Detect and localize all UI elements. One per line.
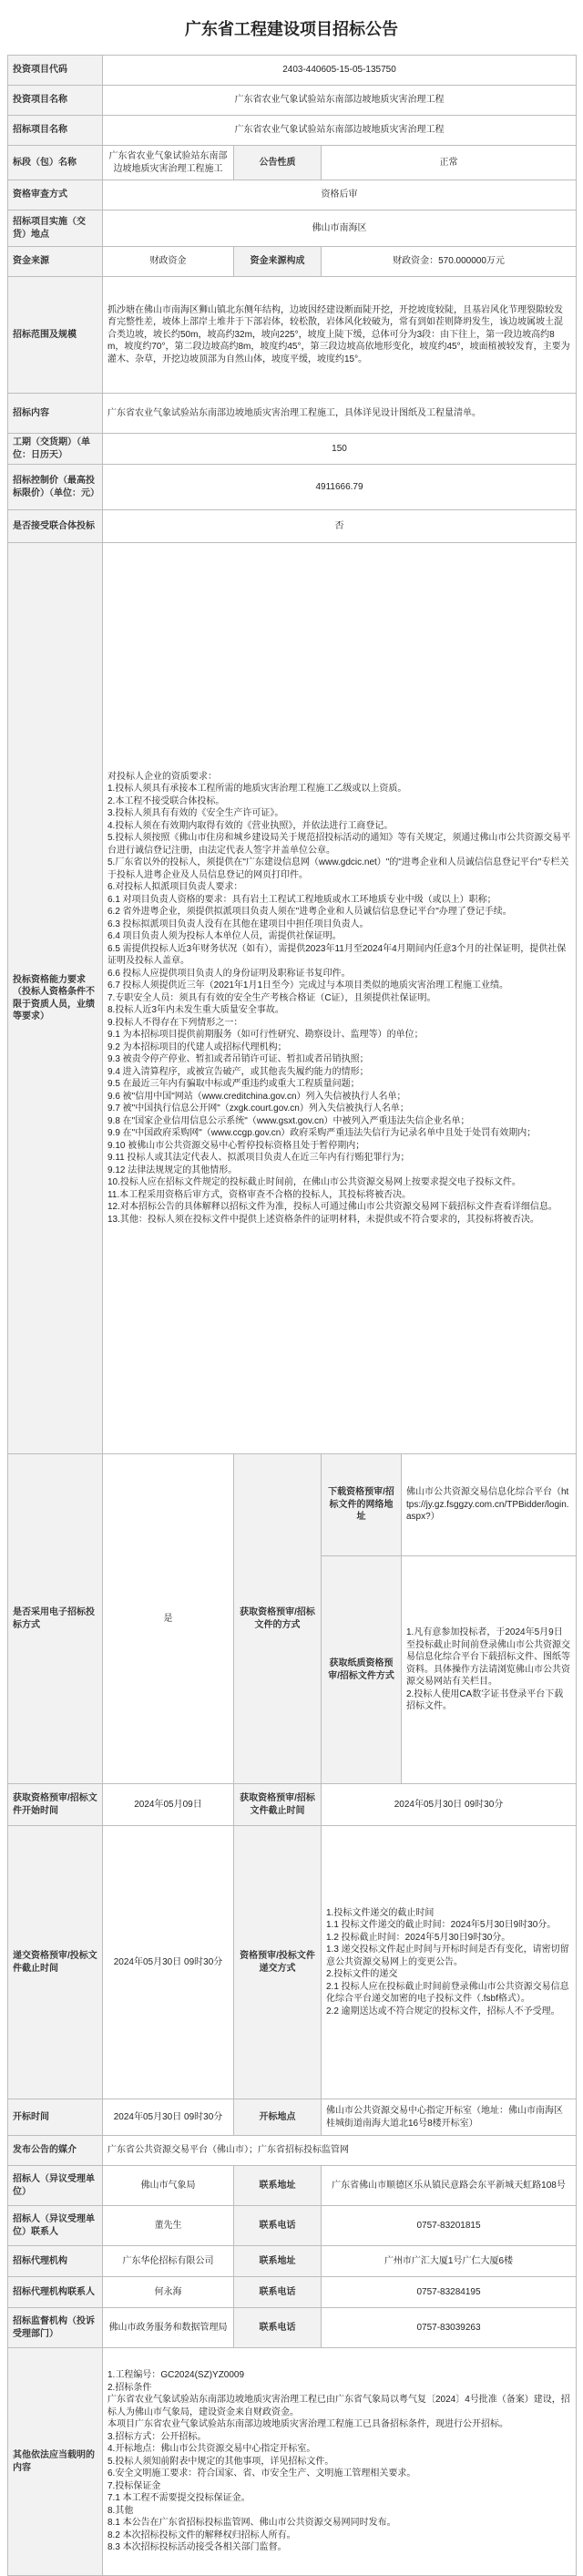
tenderer-phone-value: 0757-83201815 (322, 2206, 577, 2246)
submit-method-value: 1.投标文件递交的截止时间 1.1 投标文件递交的截止时间：2024年5月30日9时30分。 1.2 投标截止时间：2024年5月30日9时30分。 1.3 递交投标文件起止时间与开标时间是否有变化，请密切留意公共资源交易网上的变更公告。 2.投标文件的递交 2.1 投标人应在投标截止时间前登录佛山市公共资源交易信息化综合平台递交加密的电子投标文件（.fsbf格式）。 2.2 逾期送达或不符合规定的投标文件，招标人不予受理。 (322, 1826, 577, 2099)
supervisor-phone-label: 联系电话 (234, 2308, 322, 2348)
others-value: 1.工程编号：GC2024(SZ)YZ0009 2.招标条件 广东省农业气象试验站东南部边坡地质灾害治理工程已由广东省气象局以粤气复〔2024〕4号批准（备案）建设，招标人为佛山市气象局，建设资金来自财政资金。 本项目广东省农业气象试验站东南部边坡地质灾害治理工程施工已具备招标条件，现进行公开招标。 3.招标方式：公开招标。 4.开标地点：佛山市公共资源交易中心指定开标室。 5.投标人须知前附表中规定的其他事项，详见招标文件。 6.安全文明施工要求：符合国家、省、市安全生产、文明施工管理相关要求。 7.投标保证金 7.1 本工程不需要提交投标保证金。 8.其他 8.1 本公告在广东省招标投标监管网、佛山市公共资源交易网同时发布。 8.2 本次招标投标文件的解释权归招标人所有。 8.3 本次招标投标活动接受各相关部门监督。 (103, 2348, 577, 2576)
supervisor-phone-value: 0757-83039263 (322, 2308, 577, 2348)
agency-label: 招标代理机构 (8, 2246, 103, 2277)
qualification-value: 资格后审 (103, 180, 577, 210)
max-price-value: 4911666.79 (103, 465, 577, 510)
duration-label: 工期（交货期）（单位：日历天） (8, 434, 103, 465)
tenderer-contact-label: 招标人（异议受理单位）联系人 (8, 2206, 103, 2246)
section-value: 广东省农业气象试验站东南部边坡地质灾害治理工程施工 (103, 146, 234, 180)
obtain-method-label: 获取资格预审/招标文件的方式 (234, 1454, 322, 1784)
row-location (8, 210, 577, 247)
row-period (8, 1784, 577, 1826)
tenderer-address-value: 广东省佛山市顺德区乐从镇民意路会东平新城天虹路108号 (322, 2166, 577, 2206)
media-value: 广东省公共资源交易平台（佛山市）；广东省招标投标监管网 (103, 2136, 577, 2166)
others-label: 其他依法应当载明的内容 (8, 2348, 103, 2576)
opening-place-value: 佛山市公共资源交易中心指定开标室（地址：佛山市南海区桂城街道南海大道北16号8楼开标室） (322, 2099, 577, 2136)
row-qualification (8, 180, 577, 210)
paper-method-label: 获取纸质资格预审/招标文件方式 (322, 1556, 402, 1784)
row-submit (8, 1826, 577, 2099)
row-joint-bid (8, 510, 577, 543)
period-start-label: 获取资格预审/招标文件开始时间 (8, 1784, 103, 1826)
row-tender-project-name (8, 116, 577, 146)
row-project-code (8, 56, 577, 86)
tenderer-value: 佛山市气象局 (103, 2166, 234, 2206)
notice-type-label: 公告性质 (234, 146, 322, 180)
period-start-value: 2024年05月09日 (103, 1784, 234, 1826)
electronic-label: 是否采用电子招标投标方式 (8, 1454, 103, 1784)
funding-value: 财政资金 (103, 247, 234, 277)
supervisor-label: 招标监督机构（投诉受理部门） (8, 2308, 103, 2348)
duration-value: 150 (103, 434, 577, 465)
row-agency (8, 2246, 577, 2277)
opening-time-value: 2024年05月30日 09时30分 (103, 2099, 234, 2136)
row-max-price (8, 465, 577, 510)
row-agency-contact (8, 2277, 577, 2308)
row-section (8, 146, 577, 180)
submit-deadline-label: 递交资格预审/投标文件截止时间 (8, 1826, 103, 2099)
location-value: 佛山市南海区 (103, 210, 577, 247)
agency-address-label: 联系地址 (234, 2246, 322, 2277)
agency-phone-value: 0757-83284195 (322, 2277, 577, 2308)
scope-value: 抓沙塘在佛山市南海区狮山镇北东侧年结构，边坡因经建设断面陡开挖，开挖坡度较陡，且基岩风化节理裂隙较发育完整性差，坡体上部岸土堆井于下部岩体，较松散，岩体风化较破为，常有到如茬则降坍发生，该边坡属坡土混合类边坡，坡长约50m，坡高约32m，坡向225°，坡度上陡下缓，总体可分为3段：由下往上，第一段边坡高约8m，坡度约70°，第二段边坡高约8m，坡度约45°，第三段边坡高依地形变化，坡度约45°，坡面植被较发育，主要为灌木、杂草，开挖边坡顶部为自然山体，坡度平缓，坡度约15°。 (103, 277, 577, 394)
submit-deadline-value: 2024年05月30日 09时30分 (103, 1826, 234, 2099)
project-name-label: 投资项目名称 (8, 86, 103, 116)
row-funding (8, 247, 577, 277)
row-tenderer (8, 2166, 577, 2206)
row-tenderer-contact (8, 2206, 577, 2246)
row-media (8, 2136, 577, 2166)
section-label: 标段（包）名称 (8, 146, 103, 180)
tender-project-name-label: 招标项目名称 (8, 116, 103, 146)
scope-label: 招标范围及规模 (8, 277, 103, 394)
media-label: 发布公告的媒介 (8, 2136, 103, 2166)
supervisor-value: 佛山市政务服务和数据管理局 (103, 2308, 234, 2348)
tenderer-address-label: 联系地址 (234, 2166, 322, 2206)
opening-place-label: 开标地点 (234, 2099, 322, 2136)
row-scope (8, 277, 577, 394)
joint-bid-label: 是否接受联合体投标 (8, 510, 103, 543)
agency-contact-value: 何永海 (103, 2277, 234, 2308)
content-value: 广东省农业气象试验站东南部边坡地质灾害治理工程施工，具体详见设计图纸及工程量清单。 (103, 394, 577, 434)
row-download-url (8, 1454, 577, 1556)
row-requirements (8, 543, 577, 1454)
content-label: 招标内容 (8, 394, 103, 434)
tenderer-contact-value: 董先生 (103, 2206, 234, 2246)
project-name-value: 广东省农业气象试验站东南部边坡地质灾害治理工程 (103, 86, 577, 116)
max-price-label: 招标控制价（最高投标限价）（单位：元） (8, 465, 103, 510)
tenderer-label: 招标人（异议受理单位） (8, 2166, 103, 2206)
opening-time-label: 开标时间 (8, 2099, 103, 2136)
row-others (8, 2348, 577, 2576)
submit-method-label: 资格预审/投标文件递交方式 (234, 1826, 322, 2099)
notice-type-value: 正常 (322, 146, 577, 180)
row-project-name (8, 86, 577, 116)
download-url-label: 下载资格预审/招标文件的网络地址 (322, 1454, 402, 1556)
funding-label: 资金来源 (8, 247, 103, 277)
location-label: 招标项目实施（交货）地点 (8, 210, 103, 247)
agency-value: 广东华伦招标有限公司 (103, 2246, 234, 2277)
notice-table (7, 55, 577, 2576)
row-content (8, 394, 577, 434)
period-end-value: 2024年05月30日 09时30分 (322, 1784, 577, 1826)
electronic-value: 是 (103, 1454, 234, 1784)
funding-ratio-label: 资金来源构成 (234, 247, 322, 277)
requirements-label: 投标资格能力要求（投标人资格条件不限于资质人员，业绩等要求） (8, 543, 103, 1454)
project-code-label: 投资项目代码 (8, 56, 103, 86)
agency-address-value: 广州市广汇大厦1号广仁大厦6楼 (322, 2246, 577, 2277)
paper-method-value: 1.凡有意参加投标者，于2024年5月9日至投标截止时间前登录佛山市公共资源交易信息化综合平台下载招标文件、图纸等资料。具体操作方法请浏览佛山市公共资源交易网站有关栏目。 2.投标人使用CA数字证书登录平台下载招标文件。 (402, 1556, 577, 1784)
period-end-label: 获取资格预审/招标文件截止时间 (234, 1784, 322, 1826)
tender-project-name-value: 广东省农业气象试验站东南部边坡地质灾害治理工程 (103, 116, 577, 146)
tenderer-phone-label: 联系电话 (234, 2206, 322, 2246)
row-opening (8, 2099, 577, 2136)
funding-ratio-value: 财政资金：570.000000万元 (322, 247, 577, 277)
download-url-value[interactable]: 佛山市公共资源交易信息化综合平台（https://jy.gz.fsggzy.com.cn/TPBidder/login.aspx?） (402, 1454, 577, 1556)
agency-phone-label: 联系电话 (234, 2277, 322, 2308)
qualification-label: 资格审查方式 (8, 180, 103, 210)
project-code-value: 2403-440605-15-05-135750 (103, 56, 577, 86)
row-supervisor (8, 2308, 577, 2348)
joint-bid-value: 否 (103, 510, 577, 543)
agency-contact-label: 招标代理机构联系人 (8, 2277, 103, 2308)
page-title: 广东省工程建设项目招标公告 (185, 20, 398, 38)
row-duration (8, 434, 577, 465)
requirements-value: 对投标人企业的资质要求： 1.投标人须具有承接本工程所需的地质灾害治理工程施工乙级或以上资质。 2.本工程不接受联合体投标。 3.投标人须具有有效的《安全生产许可证》。 4.投标人须在有效期内取得有效的《营业执照》，并依法进行工商登记。 5.投标人须按照《佛山市住房和城乡建设局关于规范招投标活动的通知》等有关规定，须通过佛山市公共资源交易平台进行诚信登记注册，由法定代表人签字并盖单位公章。 5.厂东省以外的投标人，须提供在"广东建设信息网（www.gdcic.net）"的"进粤企业和人员诚信信息登记平台"专栏关于投标人进粤企业及人员信息登记的网页打印件。 6.对投标人拟派项目负责人要求： 6.1 对项目负责人资格的要求：具有岩土工程试工程地质或水工环地质专业中级（或以上）职称； 6.2 省外进粤企业，须提供拟派项目负责人须在"进粤企业和人员诚信信息登记平台"办理了登记手续。 6.3 投标拟派项目负责人没有在其他在建项目中担任项目负责人。 6.4 项目负责人须为投标人本单位人员，需提供社保证明。 6.5 需提供投标人近3年财务状况（如有），需提供2023年11月至2024年4月期间内任意3个月的社保证明，提供社保证明及投标人盖章。 6.6 投标人应提供项目负责人的身份证明及职称证书复印件。 6.7 投标人须提供近三年（2021年1月1日至今）完成过与本项目类似的地质灾害治理工程施工业绩。 7.专职安全人员：须具有有效的安全生产考核合格证（C证），且须提供社保证明。 8.投标人近3年内未发生重大质量安全事故。 9.投标人不得存在下列情形之一： 9.1 为本招标项目提供前期服务（如可行性研究、勘察设计、监理等）的单位； 9.2 为本招标项目的代建人或招标代理机构； 9.3 被责令停产停业、暂扣或者吊销许可证、暂扣或者吊销执照； 9.4 进入清算程序，或被宣告破产，或其他丧失履约能力的情形； 9.5 在最近三年内有骗取中标或严重违约或重大工程质量问题； 9.6 被"信用中国"网站（www.creditchina.gov.cn）列入失信被执行人名单； 9.7 被"中国执行信息公开网"（zxgk.court.gov.cn）列入失信被执行人名单； 9.8 在"国家企业信用信息公示系统"（www.gsxt.gov.cn）中被列入严重违法失信企业名单； 9.9 在"中国政府采购网"（www.ccgp.gov.cn）政府采购严重违法失信行为记录名单中且处于处罚有效期内； 9.10 被佛山市公共资源交易中心暂停投标资格且处于暂停期内； 9.11 投标人或其法定代表人、拟派项目负责人在近三年内有行贿犯罪行为； 9.12 法律法规规定的其他情形。 10.投标人应在招标文件规定的投标截止时间前，在佛山市公共资源交易网上按要求提交电子投标文件。 11.本工程采用资格后审方式，资格审查不合格的投标人，其投标将被否决。 12.对本招标公告的具体解释以招标文件为准，投标人可通过佛山市公共资源交易网下载招标文件查看详细信息。 13.其他：投标人须在投标文件中提供上述资格条件的证明材料，未提供或不符合要求的，其投标将被否决。 (103, 543, 577, 1454)
